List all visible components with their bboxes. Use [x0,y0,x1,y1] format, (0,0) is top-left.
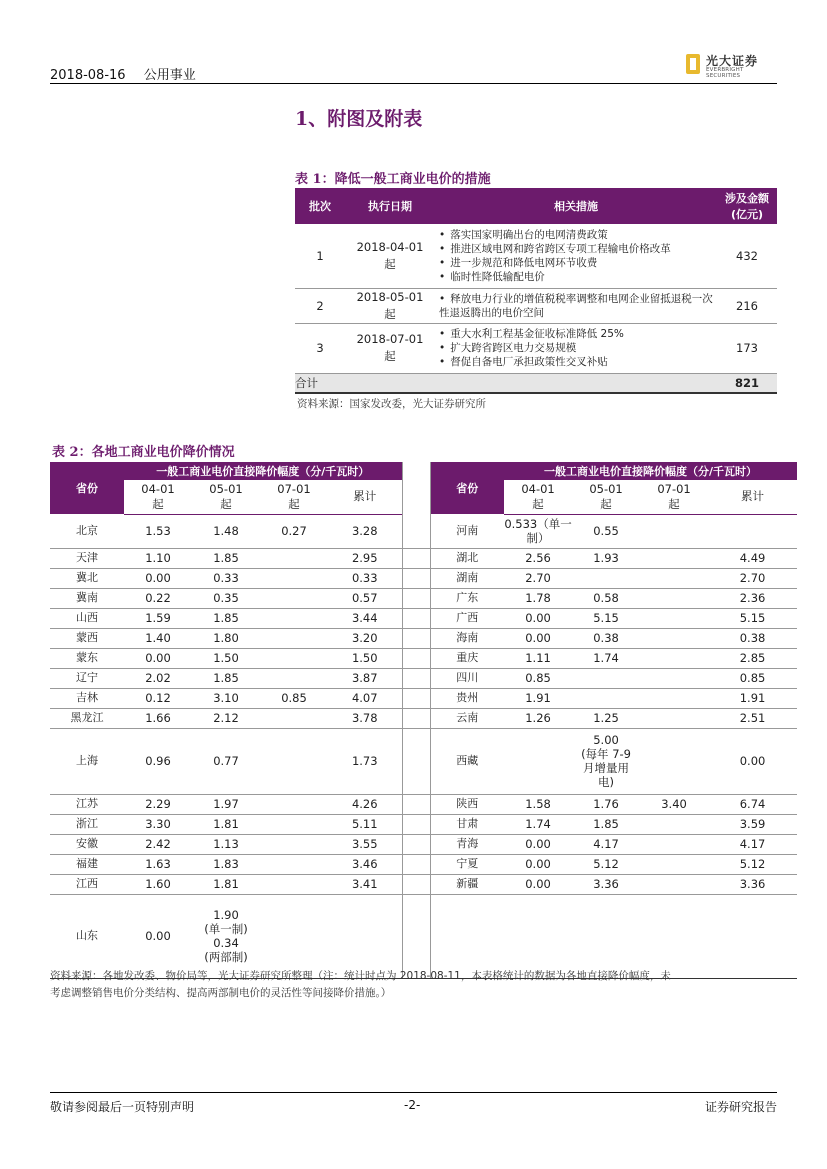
date-cell: 2018-05-01 起 [345,288,435,323]
value-cell [640,608,708,628]
value-cell [260,668,328,688]
value-cell [260,728,328,794]
empty-cell [430,894,797,978]
table-gap [402,668,430,688]
province-cell: 冀南 [50,588,124,608]
value-cell: 1.58 [504,794,572,814]
value-cell: 1.85 [572,814,640,834]
total-cell: 3.44 [328,608,402,628]
value-cell: 0.00 [504,628,572,648]
table-gap [402,462,430,514]
logo-text-cn: 光大证券 [706,54,759,68]
value-cell: 1.10 [124,548,192,568]
province-cell: 贵州 [430,688,504,708]
value-cell [640,514,708,548]
value-cell: 2.42 [124,834,192,854]
table1 [295,188,777,394]
value-cell [260,874,328,894]
value-cell: 0.35 [192,588,260,608]
value-cell: 1.66 [124,708,192,728]
total-cell: 0.85 [708,668,797,688]
value-cell: 0.12 [124,688,192,708]
value-cell: 0.00 [504,874,572,894]
value-cell [640,568,708,588]
total-cell: 4.49 [708,548,797,568]
table-gap [402,874,430,894]
value-cell: 5.15 [572,608,640,628]
value-cell [640,708,708,728]
sub-header-0701: 07-01 起 [640,480,708,514]
table2 [50,462,797,979]
table-row [50,688,797,708]
measure-item: • 推进区域电网和跨省跨区专项工程输电价格改革 [439,242,717,256]
total-cell: 3.78 [328,708,402,728]
province-cell: 广西 [430,608,504,628]
table-gap [402,728,430,794]
table-row [50,568,797,588]
value-cell: 0.85 [260,688,328,708]
sub-header-0401: 04-01 起 [124,480,192,514]
measure-item: • 释放电力行业的增值税税率调整和电网企业留抵退税一次性退返腾出的电价空间 [439,292,717,320]
province-cell: 北京 [50,514,124,548]
value-cell: 0.22 [124,588,192,608]
table2-caption: 表 2：各地工商业电价降价情况 [52,445,235,460]
total-cell: 2.36 [708,588,797,608]
table-gap [402,814,430,834]
value-cell: 1.50 [192,648,260,668]
value-cell: 0.33 [192,568,260,588]
everbright-logo [686,52,778,78]
value-cell: 1.90 (单一制) 0.34 (两部制) [192,894,260,978]
page-header [50,64,196,83]
total-cell: 1.50 [328,648,402,668]
value-cell [640,834,708,854]
batch-cell: 1 [295,224,345,288]
province-cell: 海南 [430,628,504,648]
value-cell: 3.40 [640,794,708,814]
value-cell: 1.74 [504,814,572,834]
total-cell: 4.17 [708,834,797,854]
province-cell: 江西 [50,874,124,894]
sub-header-0501: 05-01 起 [572,480,640,514]
value-cell: 1.80 [192,628,260,648]
table1-header-row [295,188,777,224]
total-cell [708,514,797,548]
value-cell: 3.10 [192,688,260,708]
total-cell: 3.36 [708,874,797,894]
total-label: 合计 [295,373,717,393]
total-cell: 2.70 [708,568,797,588]
value-cell: 1.81 [192,874,260,894]
value-cell: 1.60 [124,874,192,894]
value-cell: 0.85 [504,668,572,688]
value-cell [260,894,328,978]
total-cell: 2.85 [708,648,797,668]
province-cell: 重庆 [430,648,504,668]
value-cell: 1.48 [192,514,260,548]
value-cell: 1.63 [124,854,192,874]
value-cell [640,628,708,648]
footer-report-type: 证券研究报告 [704,1100,777,1114]
table-row [50,628,797,648]
table2-header-row [50,462,797,480]
province-cell: 四川 [430,668,504,688]
table-row [50,514,797,548]
value-cell [640,874,708,894]
value-cell [504,728,572,794]
value-cell: 4.17 [572,834,640,854]
value-cell: 2.29 [124,794,192,814]
total-cell: 4.26 [328,794,402,814]
value-cell [260,568,328,588]
value-cell [640,668,708,688]
province-header-right: 省份 [430,462,504,514]
province-cell: 黑龙江 [50,708,124,728]
page-number: -2- [404,1098,421,1112]
sub-header-0701: 07-01 起 [260,480,328,514]
value-cell: 2.02 [124,668,192,688]
value-cell: 0.00 [504,608,572,628]
table-row [50,834,797,854]
value-cell: 0.00 [124,568,192,588]
province-cell: 甘肃 [430,814,504,834]
province-cell: 湖北 [430,548,504,568]
value-cell: 1.78 [504,588,572,608]
table-gap [402,648,430,668]
col-date: 执行日期 [345,188,435,224]
total-cell: 3.59 [708,814,797,834]
value-cell: 0.27 [260,514,328,548]
province-cell: 广东 [430,588,504,608]
measures-cell [435,224,717,288]
value-cell: 5.00 (每年 7-9 月增量用 电) [572,728,640,794]
logo-icon [686,54,700,74]
report-date: 2018-08-16 [50,68,126,83]
value-cell: 0.00 [504,834,572,854]
footer-disclaimer: 敬请参阅最后一页特别声明 [50,1100,195,1114]
province-cell: 新疆 [430,874,504,894]
province-cell: 蒙东 [50,648,124,668]
amount-cell: 432 [717,224,777,288]
table2-source: 资料来源：各地发改委、物价局等，光大证券研究所整理（注：统计时点为 2018-08-11，本表格统计的数据为各地直接降价幅度，未 考虑调整销售电价分类结构、提高两部制电价的灵活性等间接降价措施。） [50,970,671,999]
total-cell: 3.55 [328,834,402,854]
table-row [50,794,797,814]
table-row [295,288,777,323]
total-cell: 2.51 [708,708,797,728]
total-amount: 821 [717,373,777,393]
value-cell: 1.76 [572,794,640,814]
value-cell [640,588,708,608]
total-cell: 3.87 [328,668,402,688]
table-row [295,323,777,373]
col-batch: 批次 [295,188,345,224]
value-cell: 1.93 [572,548,640,568]
table-row [295,224,777,288]
province-cell: 上海 [50,728,124,794]
total-cell: 5.11 [328,814,402,834]
province-cell: 安徽 [50,834,124,854]
province-cell: 冀北 [50,568,124,588]
value-cell: 1.81 [192,814,260,834]
value-cell [260,608,328,628]
table-gap [402,894,430,978]
value-cell [260,548,328,568]
value-cell: 3.36 [572,874,640,894]
value-cell [572,688,640,708]
report-category: 公用事业 [143,68,196,83]
province-cell: 福建 [50,854,124,874]
province-cell: 青海 [430,834,504,854]
total-cell [328,894,402,978]
province-cell: 西藏 [430,728,504,794]
value-cell: 3.30 [124,814,192,834]
value-cell: 1.83 [192,854,260,874]
table-row [50,588,797,608]
total-cell: 3.28 [328,514,402,548]
measure-item: • 扩大跨省跨区电力交易规模 [439,341,717,355]
value-cell: 2.56 [504,548,572,568]
total-cell: 3.46 [328,854,402,874]
value-cell: 0.533（单一 制） [504,514,572,548]
value-cell: 1.74 [572,648,640,668]
value-cell [260,794,328,814]
table-row [50,814,797,834]
value-cell [260,834,328,854]
measure-item: • 落实国家明确出台的电网清费政策 [439,228,717,242]
table-gap [402,514,430,548]
table-gap [402,608,430,628]
col-amount-label: 涉及金额 [725,192,769,205]
value-cell: 1.91 [504,688,572,708]
province-cell: 云南 [430,708,504,728]
value-cell [640,728,708,794]
total-cell: 5.12 [708,854,797,874]
province-cell: 辽宁 [50,668,124,688]
value-cell: 0.96 [124,728,192,794]
value-cell [572,668,640,688]
value-cell: 0.00 [504,854,572,874]
value-cell: 1.85 [192,668,260,688]
value-cell: 1.97 [192,794,260,814]
value-cell: 1.11 [504,648,572,668]
group-header-right: 一般工商业电价直接降价幅度（分/千瓦时） [504,462,797,480]
table-gap [402,628,430,648]
table-gap [402,708,430,728]
value-cell: 1.85 [192,608,260,628]
value-cell [640,548,708,568]
footer-divider [50,1092,777,1093]
value-cell: 0.00 [124,894,192,978]
group-header-left: 一般工商业电价直接降价幅度（分/千瓦时） [124,462,402,480]
value-cell: 0.00 [124,648,192,668]
value-cell: 0.58 [572,588,640,608]
table-row [50,708,797,728]
table-row [50,854,797,874]
table-gap [402,854,430,874]
amount-cell: 173 [717,323,777,373]
total-cell: 0.57 [328,588,402,608]
measure-item: • 督促自备电厂承担政策性交叉补贴 [439,355,717,369]
value-cell: 1.53 [124,514,192,548]
sub-header-total: 累计 [328,480,402,514]
province-cell: 湖南 [430,568,504,588]
value-cell: 1.40 [124,628,192,648]
section-title: 1、附图及附表 [295,108,423,130]
province-cell: 山东 [50,894,124,978]
value-cell: 0.55 [572,514,640,548]
total-cell: 0.00 [708,728,797,794]
province-cell: 江苏 [50,794,124,814]
total-cell: 0.38 [708,628,797,648]
value-cell: 1.85 [192,548,260,568]
date-cell: 2018-04-01 起 [345,224,435,288]
province-cell: 山西 [50,608,124,628]
measure-item: • 重大水利工程基金征收标准降低 25% [439,327,717,341]
province-cell: 吉林 [50,688,124,708]
col-measures: 相关措施 [435,188,717,224]
amount-cell: 216 [717,288,777,323]
total-cell: 0.33 [328,568,402,588]
value-cell: 0.38 [572,628,640,648]
province-cell: 天津 [50,548,124,568]
total-cell: 6.74 [708,794,797,814]
header-divider [50,83,777,84]
value-cell [260,588,328,608]
batch-cell: 3 [295,323,345,373]
measures-cell [435,323,717,373]
value-cell [640,854,708,874]
value-cell: 5.12 [572,854,640,874]
table-gap [402,548,430,568]
value-cell: 0.77 [192,728,260,794]
total-cell: 3.20 [328,628,402,648]
table-gap [402,688,430,708]
value-cell: 2.12 [192,708,260,728]
value-cell: 1.25 [572,708,640,728]
date-cell: 2018-07-01 起 [345,323,435,373]
province-cell: 陕西 [430,794,504,814]
province-header-left: 省份 [50,462,124,514]
table-row [50,894,797,978]
measure-item: • 进一步规范和降低电网环节收费 [439,256,717,270]
value-cell [260,648,328,668]
total-cell: 5.15 [708,608,797,628]
value-cell [260,708,328,728]
col-amount-unit: (亿元) [730,208,764,221]
value-cell [260,628,328,648]
total-cell: 4.07 [328,688,402,708]
value-cell [640,688,708,708]
table-row [50,668,797,688]
sub-header-0501: 05-01 起 [192,480,260,514]
table-gap [402,834,430,854]
value-cell [572,568,640,588]
total-cell: 1.73 [328,728,402,794]
logo-text-en: EVERBRIGHT SECURITIES [706,67,744,79]
value-cell: 1.26 [504,708,572,728]
table-row [50,548,797,568]
total-cell: 3.41 [328,874,402,894]
table-row [50,874,797,894]
province-cell: 宁夏 [430,854,504,874]
province-cell: 河南 [430,514,504,548]
table1-source: 资料来源：国家发改委，光大证券研究所 [297,398,486,410]
batch-cell: 2 [295,288,345,323]
table-row [50,728,797,794]
measures-cell [435,288,717,323]
measure-item: • 临时性降低输配电价 [439,270,717,284]
table-gap [402,588,430,608]
sub-header-0401: 04-01 起 [504,480,572,514]
table-gap [402,794,430,814]
total-cell: 1.91 [708,688,797,708]
value-cell: 2.70 [504,568,572,588]
col-amount [717,188,777,224]
province-cell: 浙江 [50,814,124,834]
value-cell [640,814,708,834]
province-cell: 蒙西 [50,628,124,648]
table-row [50,648,797,668]
value-cell: 1.13 [192,834,260,854]
value-cell [260,854,328,874]
value-cell [260,814,328,834]
table-row [50,608,797,628]
table-gap [402,568,430,588]
total-cell: 2.95 [328,548,402,568]
value-cell: 1.59 [124,608,192,628]
total-row [295,373,777,393]
value-cell [640,648,708,668]
table1-caption: 表 1：降低一般工商业电价的措施 [295,172,491,187]
sub-header-total: 累计 [708,480,797,514]
